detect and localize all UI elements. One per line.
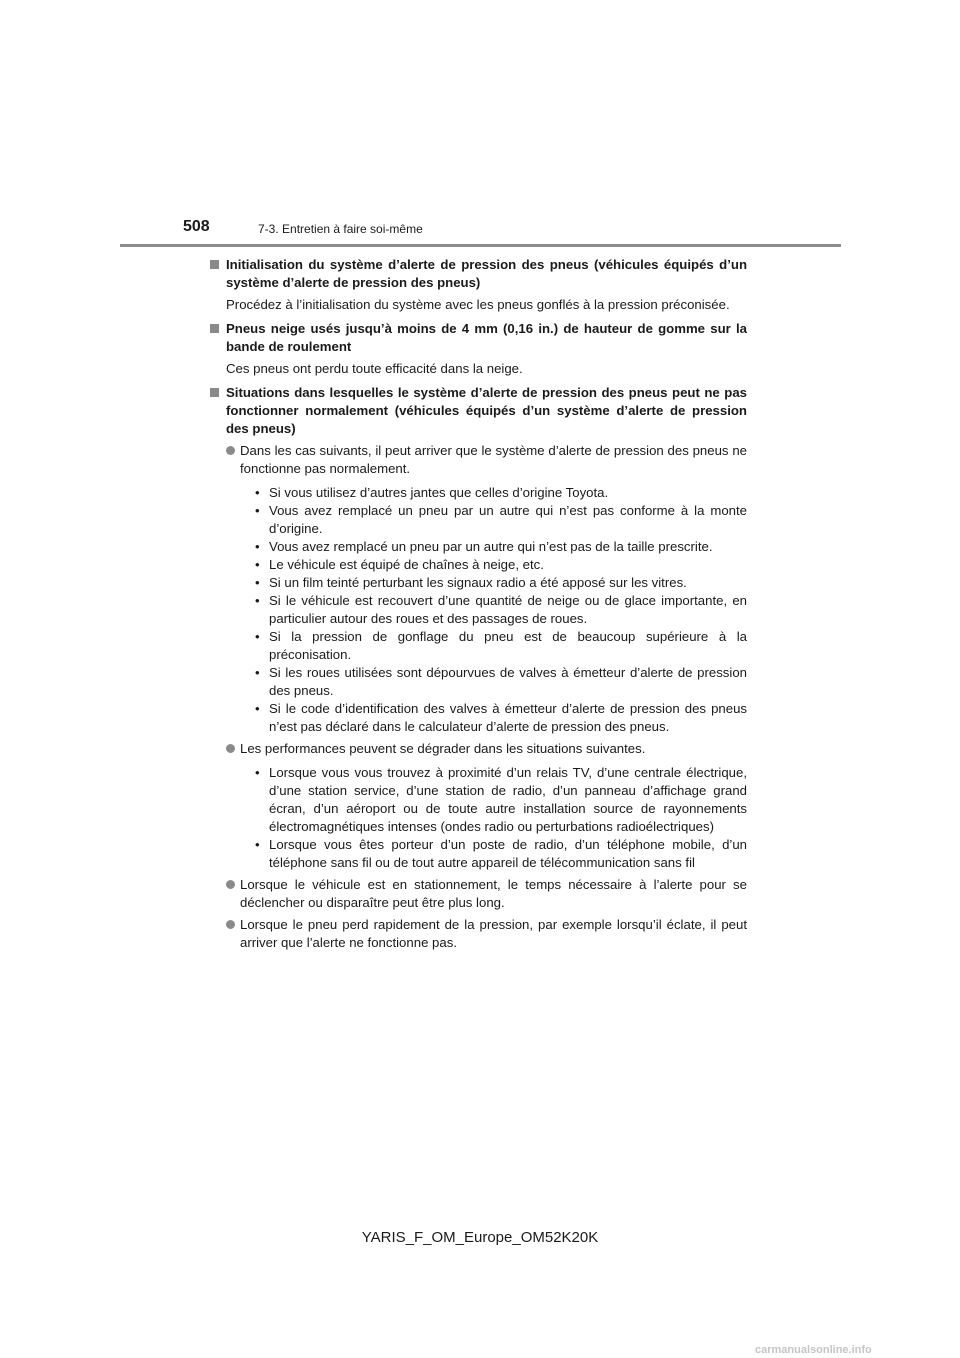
- circle-bullet-icon: [226, 744, 235, 753]
- sub-list-item: • Vous avez remplacé un pneu par un autre qui n’est pas de la taille prescrite.: [255, 539, 713, 554]
- sub-list-item: • Vous avez remplacé un pneu par un autre qui n’est pas conforme à la monte d’origine.: [255, 503, 747, 536]
- sub-list: [255, 484, 747, 736]
- dot-bullet-icon: •: [255, 539, 260, 554]
- section-pneus-neige: [210, 320, 747, 378]
- dot-bullet-icon: •: [255, 557, 260, 572]
- sub-list-item: • Si la pression de gonflage du pneu est de beaucoup supérieure à la préconisation.: [255, 629, 747, 662]
- dot-bullet-icon: •: [255, 765, 260, 780]
- watermark: carmanualsonline.info: [755, 1344, 872, 1356]
- dot-bullet-icon: •: [255, 575, 260, 590]
- sub-list: [255, 764, 747, 872]
- list-item-text: Les performances peuvent se dégrader dans les situations suivantes.: [240, 741, 646, 756]
- dot-bullet-icon: •: [255, 485, 260, 500]
- dot-bullet-icon: •: [255, 629, 260, 644]
- section-text: Procédez à l’initialisation du système avec les pneus gonflés à la pression préconisée.: [226, 297, 730, 312]
- section-situations: [210, 384, 747, 952]
- section-title: Initialisation du système d’alerte de pression des pneus (véhicules équipés d’un système d’alerte de pression des pneus): [226, 257, 747, 290]
- square-bullet-icon: [210, 260, 219, 269]
- sub-list-item: • Le véhicule est équipé de chaînes à neige, etc.: [255, 557, 544, 572]
- dot-bullet-icon: •: [255, 701, 260, 716]
- sub-list-item: • Lorsque vous êtes porteur d’un poste de radio, d’un téléphone mobile, d’un téléphone sans fil ou de tout autre appareil de télécommunication sans fil: [255, 837, 747, 870]
- document-footer: YARIS_F_OM_Europe_OM52K20K: [361, 1229, 599, 1246]
- list-item: [226, 876, 747, 912]
- dot-bullet-icon: •: [255, 503, 260, 518]
- sub-list-item: • Si le code d’identification des valves à émetteur d’alerte de pression des pneus n’est pas déclaré dans le calculateur d’alerte de pression des pneus.: [255, 701, 747, 734]
- header-divider: [120, 244, 841, 247]
- circle-bullet-icon: [226, 880, 235, 889]
- section-title: Situations dans lesquelles le système d’alerte de pression des pneus peut ne pas fonctionner normalement (véhicules équipés d’un système d’alerte de pression des pneus): [226, 385, 747, 436]
- sub-list-item: • Si vous utilisez d’autres jantes que celles d’origine Toyota.: [255, 485, 609, 500]
- page-content: [210, 256, 747, 958]
- sub-list-item: • Si le véhicule est recouvert d’une quantité de neige ou de glace importante, en particulier autour des roues et des passages de roues.: [255, 593, 747, 626]
- circle-bullet-icon: [226, 446, 235, 455]
- square-bullet-icon: [210, 388, 219, 397]
- section-text: Ces pneus ont perdu toute efficacité dans la neige.: [226, 361, 523, 376]
- list-item-text: Lorsque le pneu perd rapidement de la pression, par exemple lorsqu’il éclate, il peut arriver que l’alerte ne fonctionne pas.: [240, 917, 747, 950]
- list-item: [226, 740, 747, 872]
- sub-list-item: • Lorsque vous vous trouvez à proximité d’un relais TV, d’une centrale électrique, d’une station service, d’une station de radio, d’un panneau d’affichage grand écran, d’un aéroport ou de toute autre installation source de rayonnements électromagnétiques intenses (ondes radio ou perturbations radioélectriques): [255, 765, 747, 834]
- page-number: 508: [183, 218, 210, 235]
- section-title: Pneus neige usés jusqu’à moins de 4 mm (0,16 in.) de hauteur de gomme sur la bande de roulement: [226, 321, 747, 354]
- circle-bullet-icon: [226, 920, 235, 929]
- section-initialisation: [210, 256, 747, 314]
- list-item-text: Lorsque le véhicule est en stationnement, le temps nécessaire à l’alerte pour se déclencher ou disparaître peut être plus long.: [240, 877, 747, 910]
- list-item: [226, 442, 747, 736]
- dot-bullet-icon: •: [255, 593, 260, 608]
- square-bullet-icon: [210, 324, 219, 333]
- chapter-title: 7-3. Entretien à faire soi-même: [258, 222, 423, 236]
- dot-bullet-icon: •: [255, 665, 260, 680]
- sub-list-item: • Si les roues utilisées sont dépourvues de valves à émetteur d’alerte de pression des pneus.: [255, 665, 747, 698]
- list-item-text: Dans les cas suivants, il peut arriver que le système d’alerte de pression des pneus ne fonctionne pas normalement.: [240, 443, 747, 476]
- sub-list-item: • Si un film teinté perturbant les signaux radio a été apposé sur les vitres.: [255, 575, 687, 590]
- list-item: [226, 916, 747, 952]
- dot-bullet-icon: •: [255, 837, 260, 852]
